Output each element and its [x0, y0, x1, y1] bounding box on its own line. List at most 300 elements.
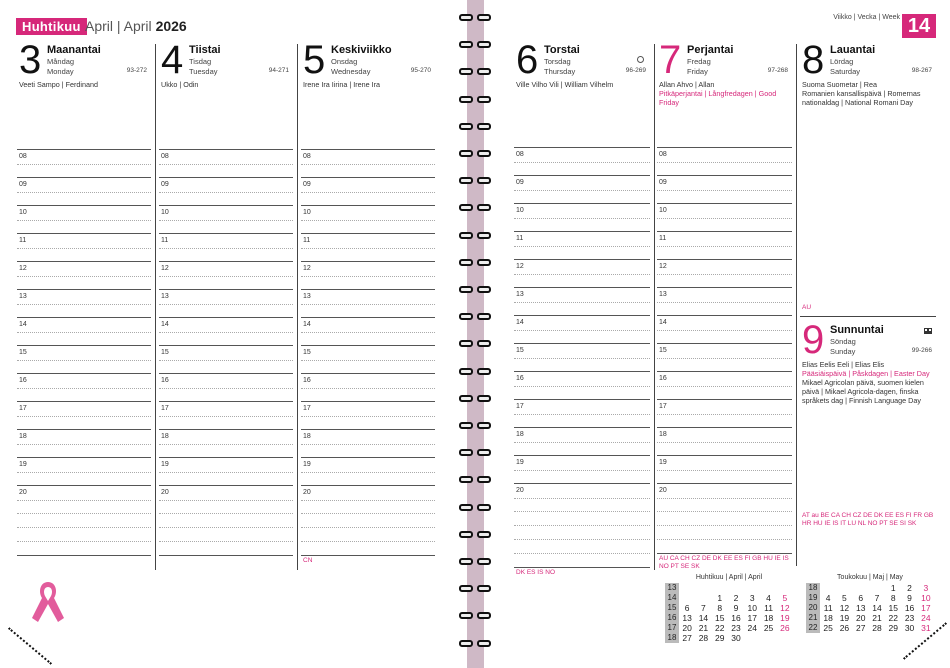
day-cell[interactable]: 21 — [698, 623, 709, 633]
week-row — [806, 613, 934, 623]
day-cell[interactable]: 6 — [858, 593, 864, 603]
day-cell[interactable]: 20 — [682, 623, 692, 633]
hour-grid — [17, 149, 151, 513]
spiral-ring — [459, 286, 491, 293]
week-number: 18 — [665, 633, 679, 643]
spiral-ring — [459, 422, 491, 429]
day-cell[interactable]: 5 — [842, 593, 847, 603]
spiral-ring — [459, 41, 491, 48]
hour-label: 12 — [19, 265, 27, 272]
day-cell[interactable]: 7 — [874, 593, 880, 603]
moon-phase-icon — [637, 56, 644, 63]
hour-label: 08 — [161, 153, 169, 160]
hour-slot[interactable] — [17, 457, 151, 485]
hour-label: 15 — [303, 349, 311, 356]
day-cell[interactable]: 22 — [888, 613, 898, 623]
day-name-fi: Torstai — [544, 44, 580, 56]
hour-slot[interactable] — [657, 427, 792, 455]
day-cell[interactable] — [760, 583, 776, 593]
day-cell[interactable] — [712, 583, 728, 593]
day-cell[interactable] — [695, 593, 711, 603]
day-cell[interactable] — [853, 583, 869, 593]
hour-label: 18 — [303, 433, 311, 440]
day-cell[interactable]: 18 — [823, 613, 833, 623]
week-number: 16 — [665, 613, 679, 623]
hour-slot[interactable] — [657, 175, 792, 203]
day-cell[interactable]: 26 — [780, 623, 790, 633]
hour-slot[interactable] — [159, 485, 293, 513]
hour-slot[interactable] — [301, 233, 435, 261]
hour-slot[interactable] — [657, 315, 792, 343]
week-row — [665, 613, 793, 623]
hour-slot[interactable] — [159, 205, 293, 233]
hour-slot[interactable] — [301, 457, 435, 485]
hour-label: 14 — [19, 321, 27, 328]
day-column-friday — [657, 40, 792, 570]
hour-label: 16 — [19, 377, 27, 384]
day-cell[interactable]: 30 — [731, 633, 741, 643]
day-cell[interactable]: 4 — [825, 593, 831, 603]
hour-label: 08 — [516, 151, 524, 158]
name-day-text: Suoma Suometar | Rea — [802, 80, 877, 89]
hour-slot[interactable] — [657, 399, 792, 427]
day-cell[interactable]: 8 — [717, 603, 723, 613]
day-cell[interactable]: 28 — [698, 633, 709, 643]
hour-slot[interactable] — [17, 289, 151, 317]
day-cell[interactable]: 17 — [747, 613, 757, 623]
week-row — [665, 633, 793, 643]
day-name-en: Monday — [47, 67, 74, 76]
day-name-sv: Söndag — [830, 337, 856, 346]
day-cell[interactable]: 21 — [872, 613, 882, 623]
hour-slot[interactable] — [657, 343, 792, 371]
day-cell[interactable]: 1 — [890, 583, 896, 593]
hour-slot[interactable] — [514, 343, 650, 371]
day-cell[interactable] — [744, 633, 760, 643]
hour-slot[interactable] — [159, 401, 293, 429]
column-divider — [297, 44, 298, 570]
hour-slot[interactable] — [301, 149, 435, 177]
hour-label: 19 — [19, 461, 27, 468]
hour-slot[interactable] — [514, 483, 650, 511]
day-cell[interactable]: 16 — [904, 603, 915, 613]
day-cell[interactable] — [744, 583, 760, 593]
day-cell[interactable]: 14 — [872, 603, 882, 613]
day-cell[interactable]: 5 — [782, 593, 788, 603]
day-cell[interactable]: 25 — [763, 623, 774, 633]
day-name-fi: Perjantai — [687, 44, 734, 56]
day-cell[interactable]: 29 — [888, 623, 898, 633]
day-name-sv: Onsdag — [331, 57, 358, 66]
hour-label: 19 — [659, 459, 667, 466]
flag-day-countries: AU CA CH CZ DE DK EE ES FI GB HU IE IS NO PT SE SK — [659, 555, 789, 570]
day-count: 98-267 — [911, 67, 932, 74]
hour-slot[interactable] — [17, 205, 151, 233]
week-row — [806, 623, 934, 633]
spiral-binding — [452, 0, 497, 668]
hour-slot[interactable] — [17, 177, 151, 205]
hour-slot[interactable] — [17, 233, 151, 261]
day-count: 96-269 — [625, 67, 646, 74]
day-cell[interactable]: 27 — [855, 623, 866, 633]
day-cell[interactable]: 15 — [714, 613, 725, 623]
day-cell[interactable] — [869, 583, 885, 593]
hour-label: 11 — [161, 237, 169, 244]
day-cell[interactable]: 1 — [717, 593, 723, 603]
hour-slot[interactable] — [159, 261, 293, 289]
week-caption: Viikko | Vecka | Week — [833, 14, 900, 21]
hour-slot[interactable] — [514, 287, 650, 315]
day-cell[interactable]: 29 — [714, 633, 725, 643]
hour-slot[interactable] — [514, 315, 650, 343]
day-cell[interactable]: 7 — [701, 603, 706, 613]
name-days — [802, 360, 934, 405]
column-divider — [796, 44, 797, 566]
day-cell[interactable]: 2 — [907, 583, 912, 593]
column-divider — [654, 44, 655, 570]
day-cell[interactable]: 26 — [839, 623, 850, 633]
hour-label: 14 — [516, 319, 524, 326]
mini-calendar-title: Toukokuu | Maj | May — [837, 574, 903, 581]
day-cell[interactable]: 10 — [921, 593, 931, 603]
hour-label: 20 — [659, 487, 667, 494]
hour-grid — [657, 147, 792, 511]
hour-label: 15 — [516, 347, 524, 354]
day-name-en: Friday — [687, 67, 708, 76]
day-cell[interactable]: 3 — [923, 583, 929, 593]
name-days — [802, 80, 934, 107]
day-cell[interactable]: 9 — [907, 593, 912, 603]
hour-slot[interactable] — [301, 261, 435, 289]
week-number: 20 — [806, 603, 820, 613]
hour-slot[interactable] — [514, 259, 650, 287]
hour-label: 11 — [516, 235, 524, 242]
spiral-ring — [459, 449, 491, 456]
name-days — [516, 80, 648, 89]
hour-label: 17 — [516, 403, 524, 410]
hour-slot[interactable] — [159, 233, 293, 261]
hour-label: 13 — [659, 291, 667, 298]
hour-slot[interactable] — [657, 147, 792, 175]
spiral-ring — [459, 177, 491, 184]
name-day-text: Ukko | Odin — [161, 80, 199, 89]
day-cell[interactable]: 19 — [780, 613, 790, 623]
day-cell[interactable]: 8 — [890, 593, 896, 603]
hour-slot[interactable] — [159, 345, 293, 373]
extra-lines[interactable] — [17, 513, 151, 569]
hour-slot[interactable] — [301, 289, 435, 317]
day-cell[interactable] — [728, 583, 744, 593]
day-cell[interactable]: 13 — [682, 613, 692, 623]
hour-grid — [301, 149, 435, 513]
hour-label: 17 — [303, 405, 311, 412]
day-number: 9 — [802, 318, 825, 362]
hour-label: 18 — [19, 433, 27, 440]
day-cell[interactable] — [679, 583, 695, 593]
hour-slot[interactable] — [301, 401, 435, 429]
day-cell[interactable]: 23 — [731, 623, 741, 633]
finnish-flag-icon — [924, 328, 932, 334]
hour-label: 19 — [161, 461, 169, 468]
week-number: 15 — [665, 603, 679, 613]
day-cell[interactable]: 31 — [921, 623, 931, 633]
hour-label: 18 — [659, 431, 667, 438]
hour-slot[interactable] — [159, 373, 293, 401]
hour-slot[interactable] — [514, 231, 650, 259]
day-count: 94-271 — [268, 67, 289, 74]
day-number: 4 — [161, 38, 184, 82]
name-day-text: Irene Ira Iirina | Irene Ira — [303, 80, 380, 89]
week-number: 22 — [806, 623, 820, 633]
hour-label: 19 — [516, 459, 524, 466]
hour-slot[interactable] — [17, 429, 151, 457]
hour-slot[interactable] — [17, 317, 151, 345]
day-cell[interactable]: 20 — [855, 613, 866, 623]
week-row — [806, 593, 934, 603]
day-cell[interactable] — [820, 583, 836, 593]
day-cell[interactable]: 24 — [747, 623, 757, 633]
day-name-fi: Keskiviikko — [331, 44, 392, 56]
hour-label: 20 — [516, 487, 524, 494]
corner-dots-left — [8, 627, 52, 665]
week-number: 17 — [665, 623, 679, 633]
hour-label: 15 — [161, 349, 169, 356]
hour-label: 13 — [19, 293, 27, 300]
observance-text: Romanien kansallispäivä | Romernas nationaldag | National Romani Day — [802, 89, 921, 107]
day-name-fi: Lauantai — [830, 44, 876, 56]
hour-grid — [159, 149, 293, 513]
hour-label: 17 — [659, 403, 667, 410]
hour-slot[interactable] — [657, 287, 792, 315]
spiral-ring — [459, 395, 491, 402]
hour-slot[interactable] — [159, 177, 293, 205]
day-name-en: Sunday — [830, 347, 856, 356]
day-name-fi: Tiistai — [189, 44, 221, 56]
day-name-fi: Maanantai — [47, 44, 101, 56]
day-name-sv: Måndag — [47, 57, 75, 66]
day-cell[interactable]: 10 — [747, 603, 757, 613]
pink-ribbon-icon — [28, 578, 68, 624]
hour-slot[interactable] — [159, 317, 293, 345]
day-cell[interactable]: 11 — [823, 603, 833, 613]
hour-label: 18 — [161, 433, 169, 440]
day-cell[interactable] — [777, 583, 793, 593]
hour-slot[interactable] — [17, 401, 151, 429]
hour-slot[interactable] — [657, 231, 792, 259]
hour-label: 09 — [19, 181, 27, 188]
hour-slot[interactable] — [159, 289, 293, 317]
hour-label: 11 — [659, 235, 667, 242]
hour-slot[interactable] — [301, 317, 435, 345]
hour-label: 11 — [303, 237, 311, 244]
spiral-ring — [459, 340, 491, 347]
day-cell[interactable]: 17 — [921, 603, 931, 613]
hour-slot[interactable] — [301, 485, 435, 513]
spiral-ring — [459, 476, 491, 483]
name-days — [19, 80, 149, 89]
day-cell[interactable] — [836, 583, 852, 593]
hour-label: 17 — [161, 405, 169, 412]
hour-label: 20 — [303, 489, 311, 496]
hour-slot[interactable] — [514, 371, 650, 399]
spiral-ring — [459, 259, 491, 266]
day-cell[interactable]: 19 — [839, 613, 850, 623]
name-days — [161, 80, 291, 89]
hour-slot[interactable] — [657, 483, 792, 511]
hour-slot[interactable] — [514, 147, 650, 175]
hour-label: 11 — [19, 237, 27, 244]
hour-label: 16 — [303, 377, 311, 384]
spiral-ring — [459, 232, 491, 239]
hour-slot[interactable] — [514, 175, 650, 203]
day-name-en: Saturday — [830, 67, 861, 76]
day-cell[interactable]: 14 — [698, 613, 709, 623]
hour-slot[interactable] — [17, 373, 151, 401]
day-cell[interactable]: 16 — [731, 613, 741, 623]
day-name-en: Thursday — [544, 67, 576, 76]
day-cell[interactable]: 9 — [733, 603, 739, 613]
week-number: 14 — [665, 593, 679, 603]
day-cell[interactable] — [679, 593, 695, 603]
column-divider — [155, 44, 156, 570]
hour-label: 15 — [19, 349, 27, 356]
hour-label: 16 — [161, 377, 169, 384]
name-day-text: Veeti Sampo | Ferdinand — [19, 80, 98, 89]
hour-slot[interactable] — [514, 455, 650, 483]
day-cell[interactable]: 15 — [888, 603, 898, 613]
day-cell[interactable]: 12 — [780, 603, 790, 613]
week-number: 13 — [665, 583, 679, 593]
flag-day-countries: AU — [802, 304, 812, 311]
hour-label: 16 — [659, 375, 667, 382]
month-title — [85, 18, 187, 35]
hour-slot[interactable] — [657, 259, 792, 287]
spiral-ring — [459, 96, 491, 103]
day-number: 8 — [802, 38, 825, 82]
day-cell[interactable]: 25 — [823, 623, 833, 633]
hour-slot[interactable] — [514, 399, 650, 427]
day-cell[interactable] — [760, 633, 776, 643]
day-cell[interactable] — [777, 633, 793, 643]
day-cell[interactable]: 2 — [733, 593, 739, 603]
hour-slot[interactable] — [17, 261, 151, 289]
day-cell[interactable]: 4 — [766, 593, 771, 603]
day-name-sv: Lördag — [830, 57, 854, 66]
hour-slot[interactable] — [657, 203, 792, 231]
week-row — [806, 583, 934, 593]
flag-day-countries: DK ES IS NO — [516, 569, 556, 576]
day-count: 97-268 — [767, 67, 788, 74]
hour-slot[interactable] — [159, 149, 293, 177]
hour-label: 12 — [161, 265, 169, 272]
month-names: April | April — [85, 18, 152, 34]
spiral-ring — [459, 150, 491, 157]
month-badge: Huhtikuu — [16, 18, 87, 35]
hour-slot[interactable] — [17, 485, 151, 513]
hour-label: 13 — [303, 293, 311, 300]
day-count: 93-272 — [126, 67, 147, 74]
extra-lines[interactable] — [159, 513, 293, 569]
spiral-ring — [459, 531, 491, 538]
hour-slot[interactable] — [514, 203, 650, 231]
spiral-ring — [459, 558, 491, 565]
hour-label: 14 — [161, 321, 169, 328]
holiday-text: Pääsiäispäivä | Påskdagen | Easter Day — [802, 369, 930, 378]
week-row — [665, 603, 793, 613]
spiral-ring — [459, 504, 491, 511]
hour-label: 09 — [303, 181, 311, 188]
hour-slot[interactable] — [301, 429, 435, 457]
day-count: 99-266 — [911, 347, 932, 354]
hour-slot[interactable] — [301, 205, 435, 233]
day-cell[interactable]: 22 — [714, 623, 725, 633]
day-cell[interactable]: 23 — [904, 613, 915, 623]
hour-label: 16 — [516, 375, 524, 382]
hour-label: 10 — [659, 207, 667, 214]
hour-label: 20 — [19, 489, 27, 496]
day-cell[interactable]: 30 — [904, 623, 915, 633]
day-name-sv: Tisdag — [189, 57, 212, 66]
spiral-ring — [459, 612, 491, 619]
day-column-tuesday — [159, 40, 293, 570]
day-count: 95-270 — [410, 67, 431, 74]
day-number: 7 — [659, 38, 682, 82]
day-name-sv: Fredag — [687, 57, 711, 66]
hour-slot[interactable] — [657, 371, 792, 399]
name-day-text: Elias Eelis Eeli | Elias Elis — [802, 360, 885, 369]
hour-slot[interactable] — [17, 149, 151, 177]
hour-label: 14 — [659, 319, 667, 326]
hour-slot[interactable] — [301, 345, 435, 373]
day-cell[interactable]: 13 — [855, 603, 866, 613]
hour-label: 10 — [516, 207, 524, 214]
day-number: 5 — [303, 38, 326, 82]
day-number: 6 — [516, 38, 539, 82]
spiral-ring — [459, 368, 491, 375]
day-cell[interactable]: 11 — [764, 603, 773, 613]
day-cell[interactable]: 3 — [749, 593, 755, 603]
hour-slot[interactable] — [159, 457, 293, 485]
hour-label: 15 — [659, 347, 667, 354]
flag-day-countries: AT au BE CA CH CZ DE DK EE ES FI FR GB HR HU IE IS IT LU NL NO PT SE SI SK — [802, 512, 934, 527]
hour-label: 12 — [516, 263, 524, 270]
mini-calendar-april — [665, 574, 793, 643]
day-column-wednesday — [301, 40, 435, 570]
spiral-ring — [459, 640, 491, 647]
day-cell[interactable]: 12 — [839, 603, 850, 613]
hour-label: 09 — [161, 181, 169, 188]
day-cell[interactable]: 6 — [684, 603, 690, 613]
hour-slot[interactable] — [159, 429, 293, 457]
hour-slot[interactable] — [514, 427, 650, 455]
day-cell[interactable]: 24 — [921, 613, 931, 623]
holiday-text: Pitkäperjantai | Långfredagen | Good Friday — [659, 89, 777, 107]
hour-grid — [514, 147, 650, 511]
mini-calendar-title: Huhtikuu | April | April — [695, 574, 763, 581]
week-number: 21 — [806, 613, 820, 623]
day-cell[interactable]: 28 — [872, 623, 882, 633]
day-number: 3 — [19, 38, 42, 82]
hour-slot[interactable] — [657, 455, 792, 483]
day-cell[interactable] — [695, 583, 711, 593]
name-days — [659, 80, 790, 107]
hour-slot[interactable] — [301, 177, 435, 205]
day-cell[interactable]: 18 — [763, 613, 774, 623]
hour-label: 08 — [659, 151, 667, 158]
day-cell[interactable]: 27 — [682, 633, 692, 643]
hour-slot[interactable] — [17, 345, 151, 373]
hour-slot[interactable] — [301, 373, 435, 401]
